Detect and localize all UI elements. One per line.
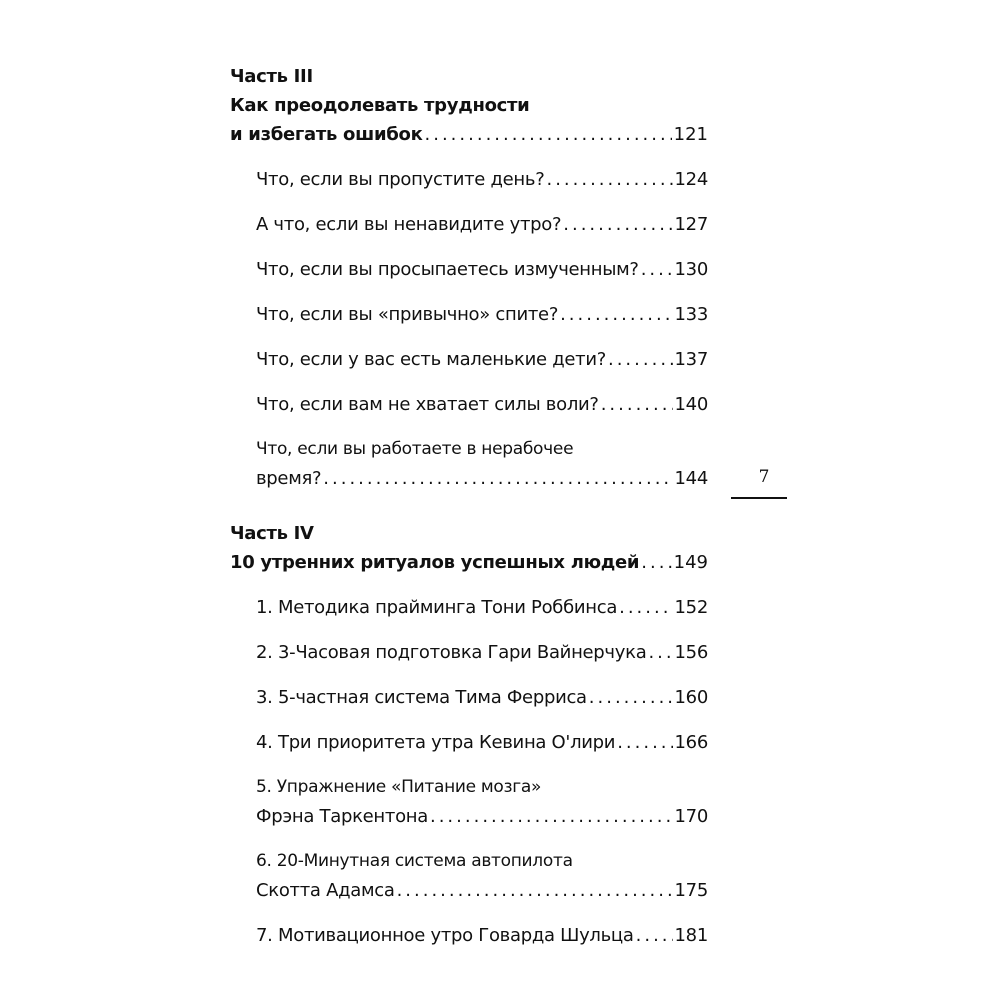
toc-entry[interactable]: [256, 921, 708, 950]
entry-title: время?: [256, 468, 322, 489]
page-ref: 130: [674, 259, 708, 280]
dot-leader: [636, 921, 673, 950]
toc-entry[interactable]: [256, 210, 708, 239]
dot-leader: [641, 255, 673, 284]
toc-entry[interactable]: [256, 638, 708, 667]
entry-title: Фрэна Таркентона: [256, 806, 428, 827]
entry-title: 2. 3-Часовая подготовка Гари Вайнерчука: [256, 642, 647, 663]
page-ref: 175: [674, 880, 708, 901]
toc-part-3: [230, 62, 708, 493]
page-ref: 127: [674, 214, 708, 235]
dot-leader: [648, 638, 672, 667]
toc-entry[interactable]: [256, 847, 708, 905]
page-ref: 144: [674, 468, 708, 489]
entry-title-line: Что, если вы работаете в нерабочее: [256, 439, 574, 459]
part-label: Часть IV: [230, 523, 314, 544]
page-ref: 170: [674, 806, 708, 827]
dot-leader: [619, 593, 672, 622]
dot-leader: [589, 683, 673, 712]
dot-leader: [617, 728, 672, 757]
entry-title: А что, если вы ненавидите утро?: [256, 214, 562, 235]
entry-title: 4. Три приоритета утра Кевина О'лири: [256, 732, 616, 753]
toc-entry[interactable]: [256, 435, 708, 493]
part-title-entry[interactable]: [230, 120, 708, 149]
page-ref: 140: [674, 394, 708, 415]
dot-leader: [601, 390, 673, 419]
page-ref: 181: [674, 925, 708, 946]
page-ref: 133: [674, 304, 708, 325]
entry-title: Что, если у вас есть маленькие дети?: [256, 349, 606, 370]
page-ref: 149: [673, 552, 708, 573]
page-ref: 121: [673, 124, 708, 145]
toc-entry[interactable]: [256, 390, 708, 419]
dot-leader: [425, 120, 672, 149]
toc-entry[interactable]: [256, 728, 708, 757]
dot-leader: [608, 345, 673, 374]
part-title-entry[interactable]: [230, 548, 708, 577]
entry-title: 3. 5-частная система Тима Ферриса: [256, 687, 587, 708]
dot-leader: [560, 300, 672, 329]
entry-title: Что, если вам не хватает силы воли?: [256, 394, 599, 415]
entry-title: 1. Методика прайминга Тони Роббинса: [256, 597, 618, 618]
toc-entry[interactable]: [256, 300, 708, 329]
part-title-last-line: и избегать ошибок: [230, 124, 423, 145]
page-ref: 156: [674, 642, 708, 663]
toc-entry[interactable]: [256, 773, 708, 831]
entry-title: Что, если вы просыпаетесь измученным?: [256, 259, 639, 280]
page-number-rule: [731, 497, 787, 499]
dot-leader: [641, 548, 671, 577]
dot-leader: [323, 464, 672, 493]
page-number: 7: [758, 467, 770, 487]
toc-part-4: [230, 519, 708, 950]
page-ref: 137: [674, 349, 708, 370]
part-title-line: Как преодолевать трудности: [230, 95, 530, 116]
toc-entry[interactable]: [256, 593, 708, 622]
dot-leader: [563, 210, 672, 239]
page-ref: 124: [674, 169, 708, 190]
part-title-last-line: 10 утренних ритуалов успешных людей: [230, 552, 640, 573]
toc-entry[interactable]: [256, 683, 708, 712]
part-label: Часть III: [230, 66, 313, 87]
entry-title-line: 6. 20-Минутная система автопилота: [256, 851, 573, 871]
toc-entry[interactable]: [256, 255, 708, 284]
table-of-contents: [230, 62, 708, 950]
entry-title: Скотта Адамса: [256, 880, 395, 901]
page-ref: 160: [674, 687, 708, 708]
entry-title-line: 5. Упражнение «Питание мозга»: [256, 777, 542, 797]
toc-entry[interactable]: [256, 165, 708, 194]
dot-leader: [546, 165, 672, 194]
entry-title: 7. Мотивационное утро Говарда Шульца: [256, 925, 634, 946]
page-ref: 166: [674, 732, 708, 753]
dot-leader: [397, 876, 673, 905]
toc-entry[interactable]: [256, 345, 708, 374]
dot-leader: [430, 802, 673, 831]
entry-title: Что, если вы пропустите день?: [256, 169, 545, 190]
page-ref: 152: [674, 597, 708, 618]
entry-title: Что, если вы «привычно» спите?: [256, 304, 559, 325]
